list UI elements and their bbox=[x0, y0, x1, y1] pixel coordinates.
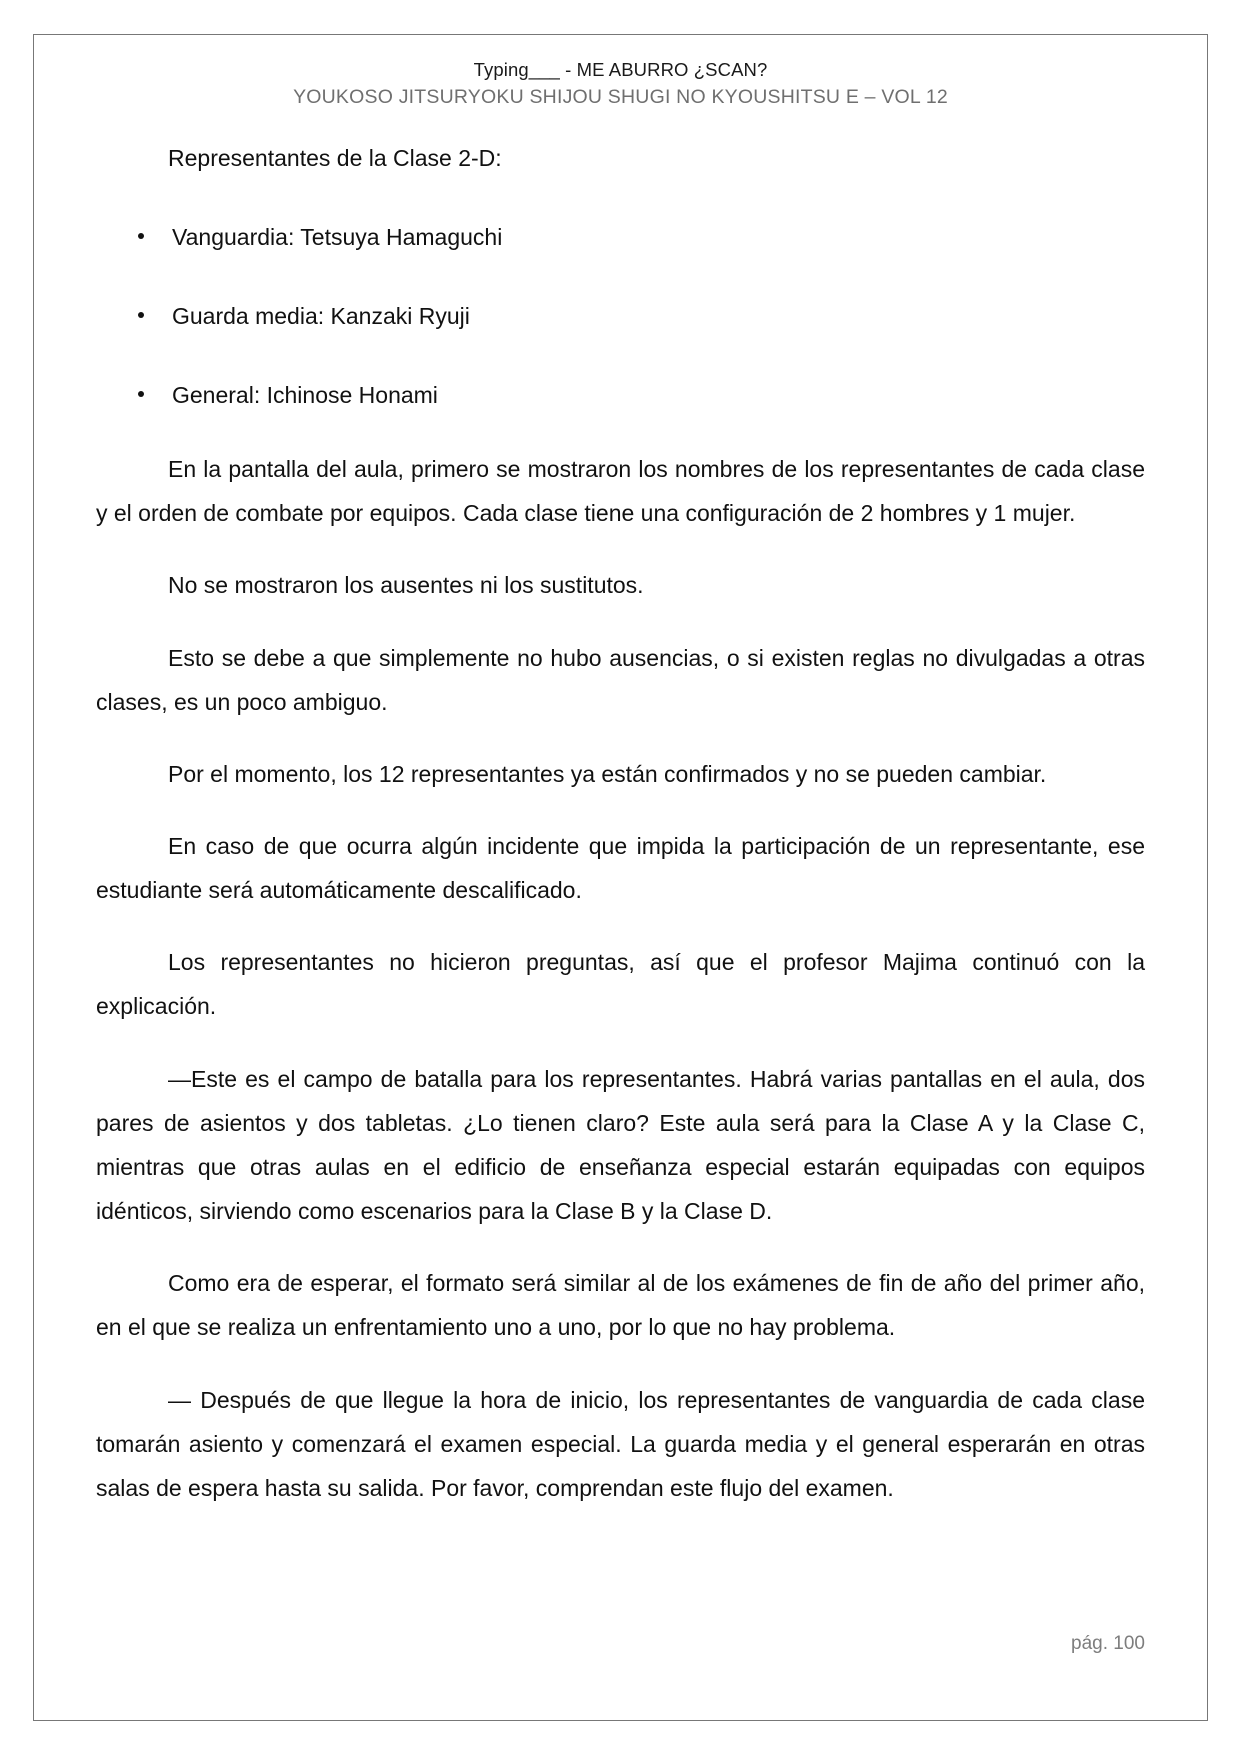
body-paragraph: En caso de que ocurra algún incidente que impida la participación de un representante, ese estudiante será automáticamente descalificado. bbox=[96, 833, 1145, 904]
representatives-list bbox=[96, 215, 1145, 417]
list-item bbox=[96, 294, 1145, 338]
list-item-label: Guarda media: Kanzaki Ryuji bbox=[172, 302, 470, 329]
page-content bbox=[96, 58, 1145, 1510]
list-item-label: Vanguardia: Tetsuya Hamaguchi bbox=[172, 223, 503, 250]
list-item-label: General: Ichinose Honami bbox=[172, 381, 438, 408]
body-paragraph-dialogue: — Después de que llegue la hora de inicio, los representantes de vanguardia de cada clase tomarán asiento y comenzará el examen especial. La guarda media y el general esperarán en otras salas de espera hasta su salida. Por favor, comprendan este flujo del examen. bbox=[96, 1386, 1145, 1501]
body-paragraph: Por el momento, los 12 representantes ya están confirmados y no se pueden cambiar. bbox=[168, 760, 1047, 787]
body-paragraph: Los representantes no hicieron preguntas, así que el profesor Majima continuó con la explicación. bbox=[96, 949, 1145, 1020]
document-body bbox=[96, 136, 1145, 1510]
page-number-footer: pág. 100 bbox=[1071, 1633, 1145, 1654]
body-paragraph: En la pantalla del aula, primero se mostraron los nombres de los representantes de cada clase y el orden de combate por equipos. Cada clase tiene una configuración de 2 hombres y 1 mujer. bbox=[96, 456, 1145, 527]
bullet-icon bbox=[138, 215, 146, 223]
header-subtitle-line: YOUKOSO JITSURYOKU SHIJOU SHUGI NO KYOUSHITSU E – VOL 12 bbox=[293, 86, 948, 109]
bullet-icon bbox=[138, 373, 146, 381]
bullet-icon bbox=[138, 294, 146, 302]
document-header bbox=[96, 58, 1145, 110]
section-lead-line: Representantes de la Clase 2-D: bbox=[168, 145, 502, 172]
header-title-line: Typing___ - ME ABURRO ¿SCAN? bbox=[473, 59, 768, 80]
body-paragraph: Esto se debe a que simplemente no hubo ausencias, o si existen reglas no divulgadas a otras clases, es un poco ambiguo. bbox=[96, 644, 1145, 715]
body-paragraph-dialogue: —Este es el campo de batalla para los representantes. Habrá varias pantallas en el aula, dos pares de asientos y dos tabletas. ¿Lo tienen claro? Este aula será para la Clase A y la Clase C, mientras que otras aulas en el edificio de enseñanza especial estarán equipadas con equipos idénticos, sirviendo como escenarios para la Clase B y la Clase D. bbox=[96, 1065, 1145, 1225]
body-paragraph: No se mostraron los ausentes ni los sustitutos. bbox=[168, 572, 644, 599]
body-paragraph: Como era de esperar, el formato será similar al de los exámenes de fin de año del primer año, en el que se realiza un enfrentamiento uno a uno, por lo que no hay problema. bbox=[96, 1270, 1145, 1341]
list-item bbox=[96, 215, 1145, 259]
list-item bbox=[96, 373, 1145, 417]
